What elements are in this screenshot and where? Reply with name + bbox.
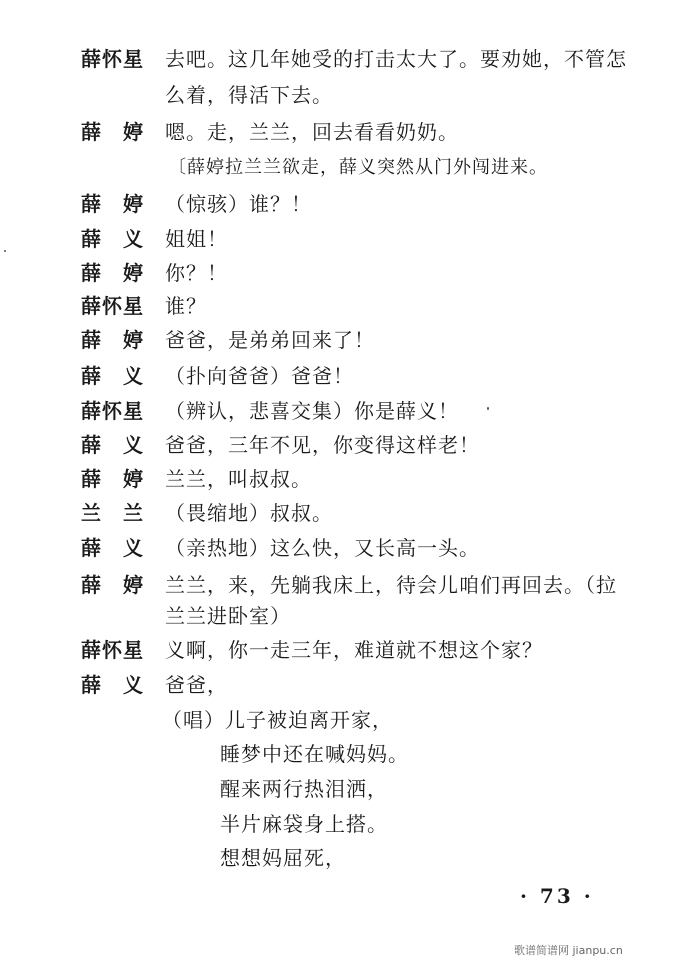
song-line (0, 737, 690, 771)
scan-speck (4, 250, 6, 252)
speaker-name: 薛 义 (81, 433, 144, 457)
song-line (0, 772, 690, 806)
song-line (0, 841, 690, 875)
dialogue-text: 兰兰进卧室） (165, 604, 291, 628)
song-text: 睡梦中还在喊妈妈。 (220, 742, 409, 766)
dialogue-line (0, 323, 690, 357)
dialogue-line (0, 462, 690, 496)
dialogue-line (0, 289, 690, 323)
dialogue-text: 么着，得活下去。 (165, 83, 333, 107)
speaker-name: 薛怀星 (81, 638, 144, 662)
speaker-name: 薛 婷 (81, 192, 144, 216)
speaker-name: 薛 婷 (81, 573, 144, 597)
dialogue-text: 爸爸，是弟弟回来了！ (165, 328, 375, 352)
song-text: 想想妈屈死， (220, 846, 346, 870)
dialogue-line (0, 256, 690, 290)
scan-speck (487, 407, 489, 410)
dialogue-text: （亲热地）这么快，又长高一头。 (165, 536, 480, 560)
dialogue-line (0, 42, 690, 76)
speaker-name: 薛 义 (81, 227, 144, 251)
speaker-name: 薛怀星 (81, 294, 144, 318)
speaker-name: 薛 婷 (81, 261, 144, 285)
dialogue-text: 你？！ (165, 261, 228, 285)
dialogue-text: （扑向爸爸）爸爸！ (165, 364, 354, 388)
dialogue-text: 谁？ (165, 294, 207, 318)
speaker-name: 薛 义 (81, 364, 144, 388)
song-text: 醒来两行热泪洒， (220, 777, 388, 801)
dialogue-continuation (0, 599, 690, 633)
page-number: · 73 · (520, 884, 594, 908)
dialogue-text: 嗯。走，兰兰，回去看看奶奶。 (165, 120, 459, 144)
dialogue-line (0, 115, 690, 149)
song-text: 半片麻袋身上搭。 (220, 812, 388, 836)
watermark: 歌谱简谱网 jianpu.cn (514, 944, 623, 957)
dialogue-text: 爸爸，三年不见，你变得这样老！ (165, 433, 480, 457)
dialogue-text: （惊骇）谁？！ (165, 192, 312, 216)
stage-direction-text: 〔薛婷拉兰兰欲走，薛义突然从门外闯进来。 (168, 157, 548, 178)
dialogue-continuation (0, 78, 690, 112)
speaker-name: 薛 义 (81, 536, 144, 560)
speaker-name: 薛 婷 (81, 120, 144, 144)
song-line (0, 703, 690, 737)
dialogue-text: 去吧。这几年她受的打击太大了。要劝她，不管怎 (165, 47, 627, 71)
dialogue-line (0, 428, 690, 462)
dialogue-line (0, 394, 690, 428)
speaker-name: 薛 义 (81, 673, 144, 697)
dialogue-text: 兰兰，来，先躺我床上，待会儿咱们再回去。（拉 (165, 573, 617, 597)
dialogue-text: （畏缩地）叔叔。 (165, 501, 333, 525)
dialogue-line (0, 568, 690, 602)
song-line (0, 807, 690, 841)
dialogue-line (0, 496, 690, 530)
speaker-name: 薛 婷 (81, 467, 144, 491)
stage-direction (0, 151, 690, 185)
speaker-name: 薛怀星 (81, 47, 144, 71)
dialogue-line (0, 359, 690, 393)
dialogue-text: 义啊，你一走三年，难道就不想这个家？ (165, 638, 543, 662)
dialogue-text: 姐姐！ (165, 227, 228, 251)
dialogue-text: 兰兰，叫叔叔。 (165, 467, 312, 491)
song-text: （唱）儿子被迫离开家， (162, 708, 393, 732)
dialogue-line (0, 222, 690, 256)
speaker-name: 兰 兰 (81, 501, 144, 525)
dialogue-line (0, 668, 690, 702)
dialogue-line (0, 531, 690, 565)
speaker-name: 薛 婷 (81, 328, 144, 352)
dialogue-line (0, 187, 690, 221)
dialogue-text: （辨认，悲喜交集）你是薛义！ (165, 399, 459, 423)
dialogue-text: 爸爸， (165, 673, 228, 697)
dialogue-line (0, 633, 690, 667)
speaker-name: 薛怀星 (81, 399, 144, 423)
